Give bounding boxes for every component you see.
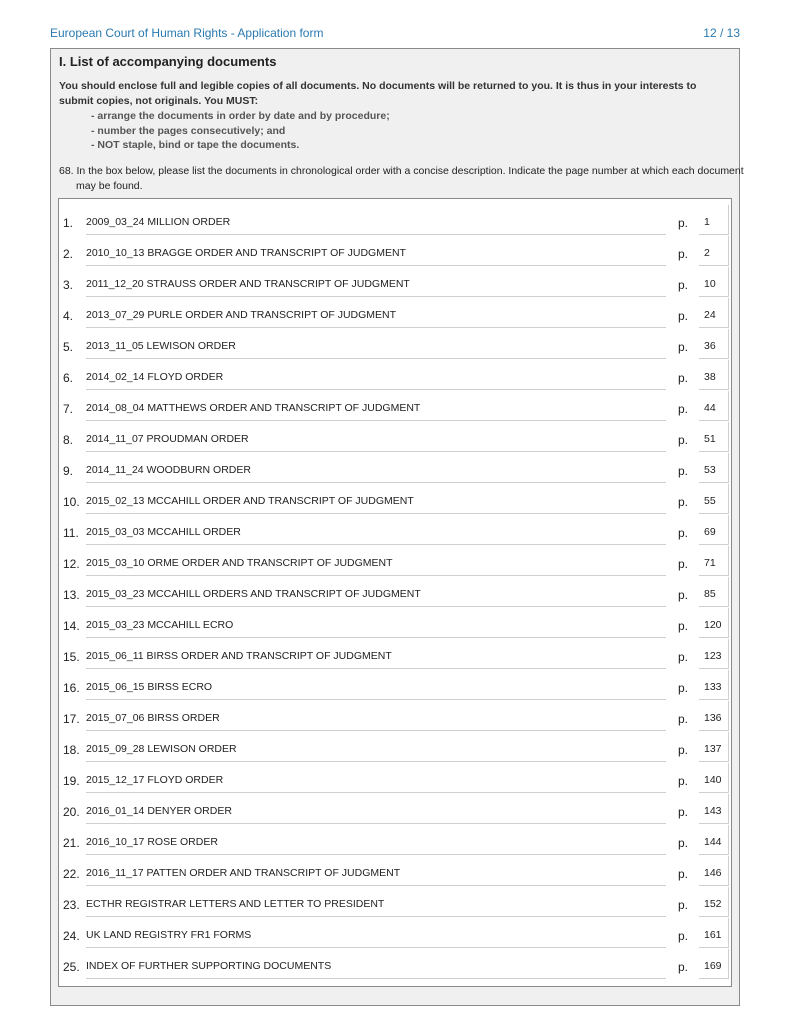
page-prefix-label: p. [678,743,689,757]
form-title: European Court of Human Rights - Application form [50,26,324,40]
document-page-field[interactable]: 24 [699,298,729,328]
document-number: 17. [63,712,80,726]
document-number: 12. [63,557,80,571]
document-row [59,205,731,236]
document-page-field[interactable]: 137 [699,732,729,762]
document-number: 19. [63,774,80,788]
documents-list-box [58,198,732,987]
page-prefix-label: p. [678,681,689,695]
document-row [59,422,731,453]
document-row [59,732,731,763]
instruction-68: 68. In the box below, please list the documents in chronological order with a concise description. Indicate the page number at which each document may be found. [59,165,744,192]
document-description-field[interactable]: 2014_02_14 FLOYD ORDER [86,360,666,390]
document-page-field[interactable]: 123 [699,639,729,669]
page-prefix-label: p. [678,433,689,447]
document-row [59,577,731,608]
document-page-field[interactable]: 140 [699,763,729,793]
page-prefix-label: p. [678,216,689,230]
document-row [59,267,731,298]
document-row [59,453,731,484]
document-description-field[interactable]: ECTHR REGISTRAR LETTERS AND LETTER TO PRESIDENT [86,887,666,917]
requirement-item: - number the pages consecutively; and [91,124,286,137]
document-row [59,918,731,949]
document-page-field[interactable]: 146 [699,856,729,886]
document-row [59,670,731,701]
document-description-field[interactable]: 2010_10_13 BRAGGE ORDER AND TRANSCRIPT OF JUDGMENT [86,236,666,266]
document-page-field[interactable]: 10 [699,267,729,297]
document-page-field[interactable]: 161 [699,918,729,948]
document-description-field[interactable]: 2009_03_24 MILLION ORDER [86,205,666,235]
document-page-field[interactable]: 38 [699,360,729,390]
page-prefix-label: p. [678,619,689,633]
documents-section [50,48,744,1006]
document-row [59,484,731,515]
page-prefix-label: p. [678,774,689,788]
document-number: 13. [63,588,80,602]
document-description-field[interactable]: 2015_03_23 MCCAHILL ECRO [86,608,666,638]
document-page-field[interactable]: 51 [699,422,729,452]
document-page-field[interactable]: 71 [699,546,729,576]
page-prefix-label: p. [678,247,689,261]
document-number: 11. [63,526,79,540]
page-prefix-label: p. [678,340,689,354]
document-number: 22. [63,867,80,881]
document-row [59,391,731,422]
document-page-field[interactable]: 136 [699,701,729,731]
document-number: 7. [63,402,74,416]
document-page-field[interactable]: 53 [699,453,729,483]
document-number: 18. [63,743,80,757]
page-prefix-label: p. [678,464,689,478]
document-description-field[interactable]: 2014_08_04 MATTHEWS ORDER AND TRANSCRIPT OF JUDGMENT [86,391,666,421]
document-description-field[interactable]: 2015_06_11 BIRSS ORDER AND TRANSCRIPT OF JUDGMENT [86,639,666,669]
page-prefix-label: p. [678,805,689,819]
document-row [59,298,731,329]
document-row [59,608,731,639]
page-prefix-label: p. [678,402,689,416]
document-row [59,763,731,794]
document-number: 21. [63,836,80,850]
document-page-field[interactable]: 55 [699,484,729,514]
page-prefix-label: p. [678,309,689,323]
document-description-field[interactable]: 2014_11_24 WOODBURN ORDER [86,453,666,483]
document-page-field[interactable]: 44 [699,391,729,421]
document-description-field[interactable]: INDEX OF FURTHER SUPPORTING DOCUMENTS [86,949,666,979]
document-number: 8. [63,433,74,447]
document-description-field[interactable]: 2015_02_13 MCCAHILL ORDER AND TRANSCRIPT OF JUDGMENT [86,484,666,514]
document-number: 5. [63,340,74,354]
document-row [59,949,731,980]
page-prefix-label: p. [678,278,689,292]
page-prefix-label: p. [678,867,689,881]
document-description-field[interactable]: 2015_03_03 MCCAHILL ORDER [86,515,666,545]
page-prefix-label: p. [678,929,689,943]
section-intro: You should enclose full and legible copies of all documents. No documents will be returned to you. It is thus in your interests to submit copies, not originals. You MUST: [59,80,697,107]
document-number: 1. [63,216,74,230]
document-number: 4. [63,309,74,323]
document-number: 2. [63,247,74,261]
page-prefix-label: p. [678,650,689,664]
document-page-field[interactable]: 69 [699,515,729,545]
document-description-field[interactable]: UK LAND REGISTRY FR1 FORMS [86,918,666,948]
document-number: 3. [63,278,74,292]
document-description-field[interactable]: 2015_07_06 BIRSS ORDER [86,701,666,731]
document-description-field[interactable]: 2016_10_17 ROSE ORDER [86,825,666,855]
document-description-field[interactable]: 2013_11_05 LEWISON ORDER [86,329,666,359]
document-page-field[interactable]: 133 [699,670,729,700]
document-page-field[interactable]: 143 [699,794,729,824]
page-header [50,26,740,42]
document-description-field[interactable]: 2011_12_20 STRAUSS ORDER AND TRANSCRIPT OF JUDGMENT [86,267,666,297]
page-prefix-label: p. [678,371,689,385]
document-page-field[interactable]: 2 [699,236,729,266]
document-number: 25. [63,960,80,974]
requirement-item: - arrange the documents in order by date and by procedure; [91,110,390,122]
document-number: 9. [63,464,74,478]
document-description-field[interactable]: 2015_12_17 FLOYD ORDER [86,763,666,793]
document-page-field[interactable]: 36 [699,329,729,359]
document-description-field[interactable]: 2015_06_15 BIRSS ECRO [86,670,666,700]
page-prefix-label: p. [678,526,689,540]
page-prefix-label: p. [678,588,689,602]
document-number: 6. [63,371,74,385]
document-number: 23. [63,898,80,912]
document-row [59,887,731,918]
page-prefix-label: p. [678,960,689,974]
page-prefix-label: p. [678,495,689,509]
document-description-field[interactable]: 2014_11_07 PROUDMAN ORDER [86,422,666,452]
requirement-item: - NOT staple, bind or tape the documents. [91,139,300,151]
document-page-field[interactable]: 120 [699,608,729,638]
document-description-field[interactable]: 2016_01_14 DENYER ORDER [86,794,666,824]
document-number: 24. [63,929,80,943]
document-page-field[interactable]: 169 [699,949,729,979]
document-row [59,329,731,360]
document-page-field[interactable]: 1 [699,205,729,235]
document-number: 14. [63,619,80,633]
document-page-field[interactable]: 144 [699,825,729,855]
page-prefix-label: p. [678,898,689,912]
document-row [59,856,731,887]
document-row [59,546,731,577]
document-row [59,236,731,267]
requirements-list [91,109,390,153]
document-row [59,794,731,825]
document-row [59,701,731,732]
page-number: 12 / 13 [703,26,740,40]
document-number: 15. [63,650,80,664]
page-prefix-label: p. [678,836,689,850]
section-title: I. List of accompanying documents [59,54,277,69]
document-description-field[interactable]: 2015_03_23 MCCAHILL ORDERS AND TRANSCRIPT OF JUDGMENT [86,577,666,607]
document-row [59,360,731,391]
document-number: 20. [63,805,80,819]
document-page-field[interactable]: 85 [699,577,729,607]
document-number: 16. [63,681,80,695]
document-row [59,825,731,856]
document-description-field[interactable]: 2016_11_17 PATTEN ORDER AND TRANSCRIPT OF JUDGMENT [86,856,666,886]
document-row [59,639,731,670]
document-page-field[interactable]: 152 [699,887,729,917]
document-number: 10. [63,495,80,509]
page-prefix-label: p. [678,712,689,726]
document-description-field[interactable]: 2013_07_29 PURLE ORDER AND TRANSCRIPT OF JUDGMENT [86,298,666,328]
page-prefix-label: p. [678,557,689,571]
document-description-field[interactable]: 2015_03_10 ORME ORDER AND TRANSCRIPT OF JUDGMENT [86,546,666,576]
document-row [59,515,731,546]
document-description-field[interactable]: 2015_09_28 LEWISON ORDER [86,732,666,762]
